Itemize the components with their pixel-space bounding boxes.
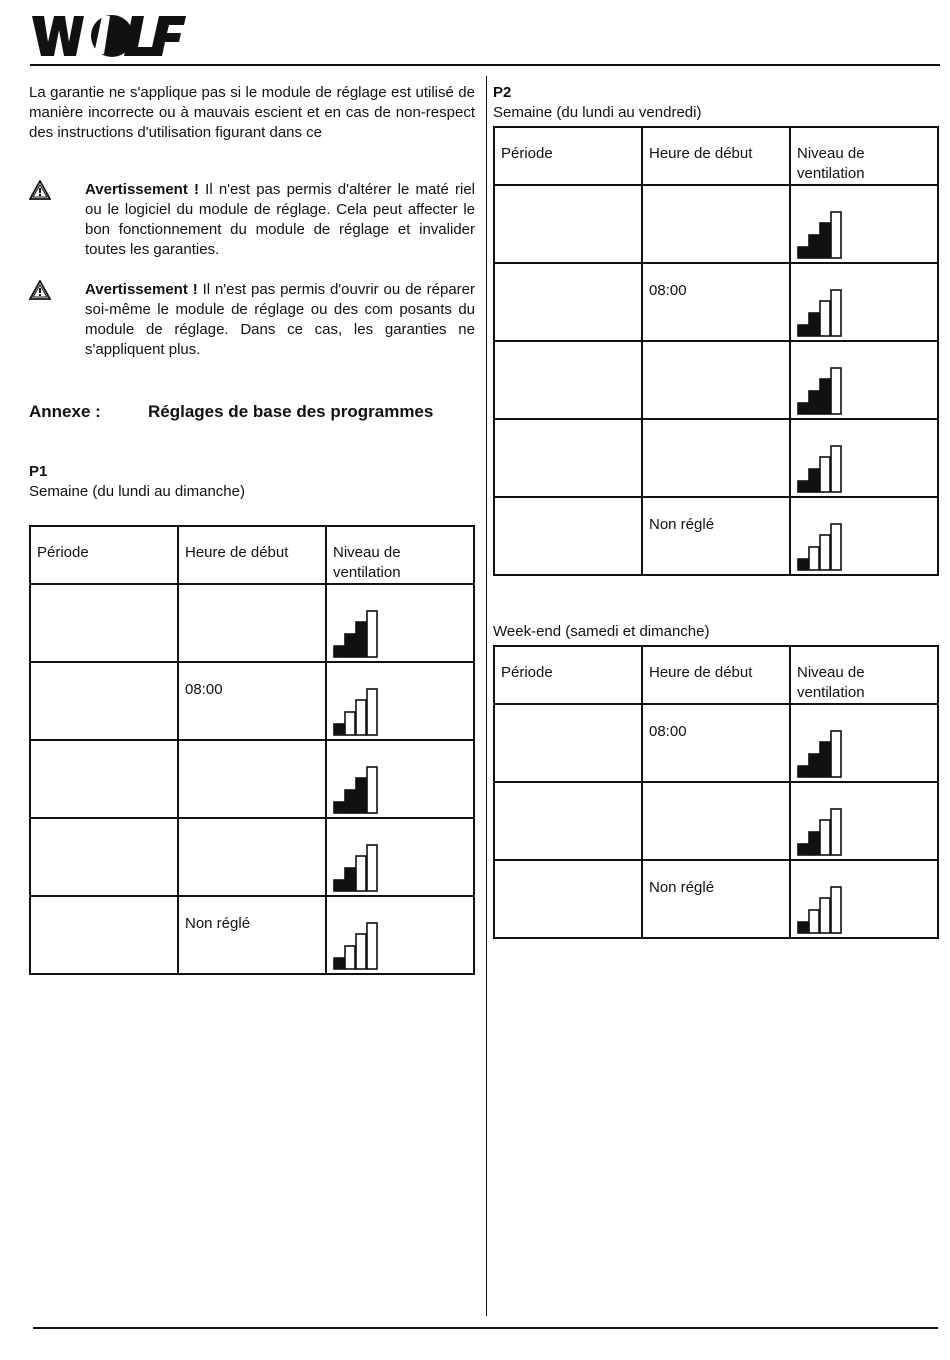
header-periode-text: Période — [501, 145, 553, 162]
level-bar — [798, 922, 808, 933]
ventilation-level-icon — [797, 523, 845, 571]
level-bar — [334, 880, 344, 891]
level-bar — [356, 856, 366, 891]
periode-cell-text — [495, 186, 641, 203]
level-bar — [798, 247, 808, 258]
level-bar — [798, 766, 808, 777]
niveau-cell — [790, 860, 938, 938]
heure-cell — [642, 782, 790, 860]
heure-cell-text — [179, 741, 325, 758]
level-bar — [809, 910, 819, 933]
heure-cell-text: 08:00 — [649, 723, 687, 740]
header-heure-text: Heure de début — [649, 145, 753, 162]
header-rule — [30, 64, 940, 66]
level-bar — [820, 457, 830, 492]
p2-weekday-table — [493, 126, 939, 576]
periode-cell-text — [495, 861, 641, 878]
niveau-cell — [326, 740, 474, 818]
periode-cell — [494, 497, 642, 575]
heure-cell-text: Non réglé — [649, 879, 715, 896]
header-heure-text: Heure de début — [649, 664, 753, 681]
heure-cell-text — [643, 342, 789, 359]
level-bar — [356, 622, 366, 657]
level-bar — [798, 559, 808, 570]
header-periode-text: Période — [37, 544, 89, 561]
heure-cell-text — [179, 819, 325, 836]
level-bar — [356, 700, 366, 735]
level-bar — [345, 712, 355, 735]
wolf-logo — [32, 14, 186, 58]
heure-cell — [642, 704, 790, 782]
level-bar — [831, 524, 841, 570]
heure-cell — [642, 341, 790, 419]
level-bar — [367, 845, 377, 891]
table-row — [494, 341, 938, 419]
ventilation-level-icon — [333, 688, 381, 736]
niveau-cell — [790, 341, 938, 419]
heure-cell — [642, 497, 790, 575]
ventilation-level-icon — [797, 808, 845, 856]
table-row — [30, 662, 474, 740]
level-bar — [820, 535, 830, 570]
header-niveau-text: Niveau de ventilation — [797, 664, 865, 701]
level-bar — [356, 934, 366, 969]
p2-weekend-table — [493, 645, 939, 939]
header-periode-text: Période — [501, 664, 553, 681]
periode-cell — [494, 860, 642, 938]
level-bar — [831, 290, 841, 336]
warning-label: Avertissement ! — [85, 281, 198, 298]
table-row — [494, 185, 938, 263]
annexe-label: Annexe : — [29, 402, 101, 421]
table-row — [494, 782, 938, 860]
heure-cell-text — [643, 186, 789, 203]
left-column — [29, 83, 475, 358]
level-bar — [809, 313, 819, 336]
header-niveau — [790, 127, 938, 185]
heure-cell-text: 08:00 — [185, 681, 223, 698]
header-heure-text: Heure de début — [185, 544, 289, 561]
periode-cell-text — [31, 663, 177, 680]
header-niveau-text: Niveau de ventilation — [333, 544, 401, 581]
column-divider — [486, 76, 487, 1316]
periode-cell-text — [495, 783, 641, 800]
level-bar — [367, 611, 377, 657]
periode-cell — [30, 896, 178, 974]
ventilation-level-icon — [797, 730, 845, 778]
niveau-cell — [326, 818, 474, 896]
header-niveau — [790, 646, 938, 704]
level-bar — [809, 832, 819, 855]
heure-cell — [642, 185, 790, 263]
ventilation-level-icon — [333, 922, 381, 970]
level-bar — [831, 809, 841, 855]
header-heure — [178, 526, 326, 584]
periode-cell-text — [495, 498, 641, 515]
level-bar — [820, 301, 830, 336]
level-bar — [820, 223, 830, 258]
periode-cell — [30, 740, 178, 818]
heure-cell-text — [643, 783, 789, 800]
level-bar — [820, 898, 830, 933]
p1-title: P1 — [29, 463, 48, 480]
table-row — [30, 896, 474, 974]
heure-cell-text: Non réglé — [185, 915, 251, 932]
heure-cell-text — [179, 585, 325, 602]
heure-cell-text: Non réglé — [649, 516, 715, 533]
header-heure — [642, 127, 790, 185]
table-row — [494, 704, 938, 782]
level-bar — [345, 868, 355, 891]
niveau-cell — [790, 263, 938, 341]
niveau-cell — [790, 185, 938, 263]
level-bar — [798, 844, 808, 855]
ventilation-level-icon — [797, 211, 845, 259]
periode-cell-text — [495, 264, 641, 281]
niveau-cell — [790, 419, 938, 497]
periode-cell — [494, 782, 642, 860]
table-row — [494, 497, 938, 575]
warning-triangle-icon — [29, 280, 51, 300]
ventilation-level-icon — [333, 844, 381, 892]
heure-cell — [178, 896, 326, 974]
level-bar — [831, 368, 841, 414]
heure-cell — [178, 662, 326, 740]
level-bar — [356, 778, 366, 813]
periode-cell-text — [31, 585, 177, 602]
p2-title: P2 — [493, 84, 512, 101]
warning-block-1 — [29, 180, 475, 260]
periode-cell-text — [31, 897, 177, 914]
header-heure — [642, 646, 790, 704]
table-header-row — [494, 646, 938, 704]
level-bar — [367, 923, 377, 969]
periode-cell — [494, 341, 642, 419]
niveau-cell — [790, 704, 938, 782]
level-bar — [345, 946, 355, 969]
periode-cell — [30, 818, 178, 896]
table-row — [30, 818, 474, 896]
level-bar — [334, 958, 344, 969]
level-bar — [345, 634, 355, 657]
periode-cell — [494, 419, 642, 497]
footer-rule — [33, 1327, 938, 1329]
heure-cell — [642, 860, 790, 938]
periode-cell-text — [495, 342, 641, 359]
ventilation-level-icon — [797, 886, 845, 934]
table-header-row — [494, 127, 938, 185]
ventilation-level-icon — [797, 367, 845, 415]
level-bar — [809, 547, 819, 570]
level-bar — [798, 481, 808, 492]
level-bar — [798, 325, 808, 336]
level-bar — [820, 379, 830, 414]
level-bar — [831, 212, 841, 258]
heure-cell — [642, 263, 790, 341]
level-bar — [334, 802, 344, 813]
level-bar — [831, 731, 841, 777]
level-bar — [367, 767, 377, 813]
level-bar — [831, 446, 841, 492]
p1-table — [29, 525, 475, 975]
warning-label: Avertissement ! — [85, 181, 199, 198]
periode-cell-text — [495, 705, 641, 722]
heure-cell-text: 08:00 — [649, 282, 687, 299]
ventilation-level-icon — [797, 445, 845, 493]
header-periode — [30, 526, 178, 584]
level-bar — [820, 742, 830, 777]
level-bar — [345, 790, 355, 813]
level-bar — [809, 235, 819, 258]
niveau-cell — [790, 497, 938, 575]
annexe-heading — [29, 402, 434, 422]
header-periode — [494, 646, 642, 704]
ventilation-level-icon — [333, 766, 381, 814]
periode-cell-text — [495, 420, 641, 437]
p2-weekday-subtitle: Semaine (du lundi au vendredi) — [493, 104, 702, 121]
header-niveau — [326, 526, 474, 584]
table-row — [494, 263, 938, 341]
periode-cell — [494, 704, 642, 782]
table-row — [494, 860, 938, 938]
level-bar — [367, 689, 377, 735]
heure-cell — [178, 818, 326, 896]
heure-cell-text — [643, 420, 789, 437]
header-niveau-text: Niveau de ventilation — [797, 145, 865, 182]
level-bar — [820, 820, 830, 855]
ventilation-level-icon — [333, 610, 381, 658]
level-bar — [831, 887, 841, 933]
niveau-cell — [326, 662, 474, 740]
warning-block-2 — [29, 280, 475, 360]
annexe-title: Réglages de base des programmes — [148, 402, 434, 421]
level-bar — [798, 403, 808, 414]
periode-cell — [494, 263, 642, 341]
level-bar — [809, 469, 819, 492]
level-bar — [809, 391, 819, 414]
niveau-cell — [790, 782, 938, 860]
niveau-cell — [326, 584, 474, 662]
niveau-cell — [326, 896, 474, 974]
heure-cell — [178, 584, 326, 662]
warning-triangle-icon — [29, 180, 51, 200]
level-bar — [334, 646, 344, 657]
periode-cell — [494, 185, 642, 263]
heure-cell — [642, 419, 790, 497]
ventilation-level-icon — [797, 289, 845, 337]
level-bar — [809, 754, 819, 777]
level-bar — [334, 724, 344, 735]
p1-subtitle: Semaine (du lundi au dimanche) — [29, 483, 245, 500]
table-row — [30, 584, 474, 662]
warning-text: Il n'est pas permis d'altérer le maté riel ou le logiciel du module de réglage. Cela peut affecter le bon fonctionnement du module de réglage et invalider toutes les garanties. — [85, 181, 475, 258]
intro-paragraph: La garantie ne s'applique pas si le module de réglage est utilisé de manière incorrecte ou à mauvais escient et en cas de non-respect des instructions d'utilisation figurant dans ce — [29, 84, 475, 141]
p2-weekend-subtitle: Week-end (samedi et dimanche) — [493, 623, 710, 640]
periode-cell — [30, 662, 178, 740]
warning-text: Il n'est pas permis d'ouvrir ou de réparer soi-même le module de réglage ou des com posants du module de réglage. Dans ce cas, les garanties ne s'appliquent plus. — [85, 281, 475, 358]
header-periode — [494, 127, 642, 185]
table-header-row — [30, 526, 474, 584]
table-row — [494, 419, 938, 497]
periode-cell-text — [31, 819, 177, 836]
periode-cell-text — [31, 741, 177, 758]
table-row — [30, 740, 474, 818]
heure-cell — [178, 740, 326, 818]
periode-cell — [30, 584, 178, 662]
